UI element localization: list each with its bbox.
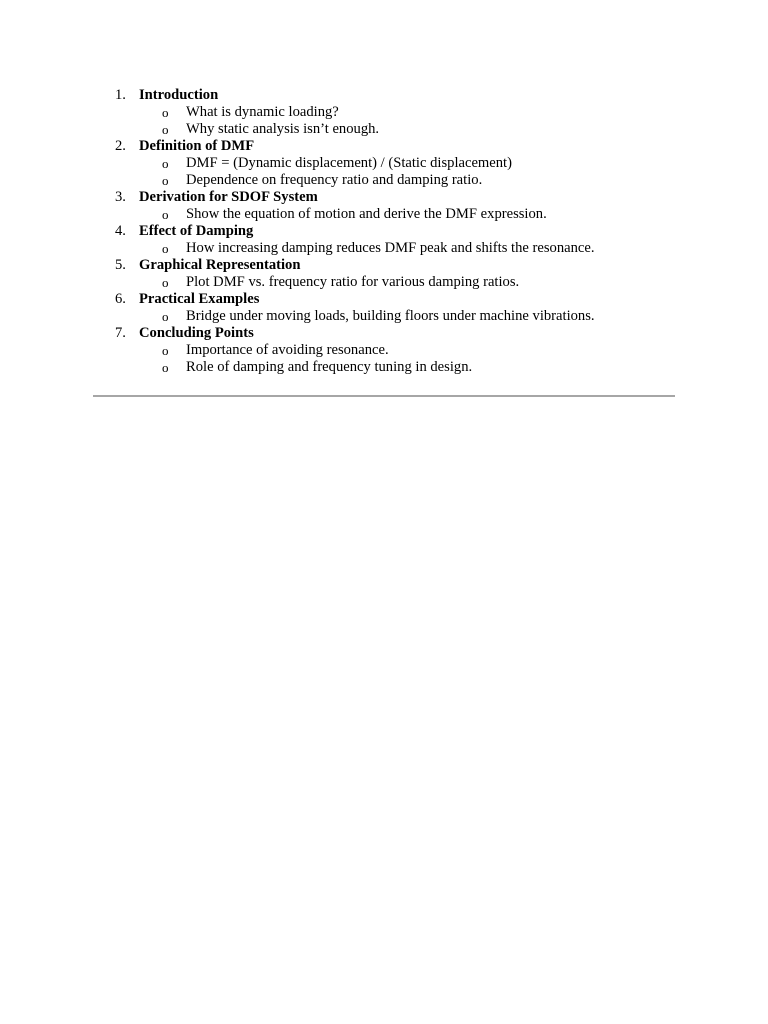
item-number: 7. xyxy=(115,325,126,341)
sub-bullet xyxy=(93,121,673,138)
item-number: 3. xyxy=(115,189,126,205)
sub-bullet xyxy=(93,104,673,121)
sub-bullet xyxy=(93,240,673,257)
outline-item-3 xyxy=(93,189,673,223)
sub-bullet-text: Plot DMF vs. frequency ratio for various damping ratios. xyxy=(186,274,520,290)
bullet-marker: o xyxy=(162,241,169,256)
item-number: 1. xyxy=(115,87,126,103)
outline-item-5 xyxy=(93,257,673,291)
bullet-marker: o xyxy=(162,156,169,171)
bullet-marker: o xyxy=(162,360,169,375)
item-title: Introduction xyxy=(139,87,219,103)
sub-bullet xyxy=(93,172,673,189)
bullet-marker: o xyxy=(162,275,169,290)
item-title: Practical Examples xyxy=(139,291,260,307)
horizontal-rule xyxy=(93,395,675,397)
item-number: 5. xyxy=(115,257,126,273)
bullet-marker: o xyxy=(162,122,169,137)
bullet-marker: o xyxy=(162,309,169,324)
item-title: Concluding Points xyxy=(139,325,254,341)
item-title: Effect of Damping xyxy=(139,223,254,239)
item-number: 2. xyxy=(115,138,126,154)
sub-bullet xyxy=(93,342,673,359)
outline-item-7 xyxy=(93,325,673,376)
item-number: 6. xyxy=(115,291,126,307)
bullet-marker: o xyxy=(162,343,169,358)
sub-bullet xyxy=(93,308,673,325)
sub-bullet-text: Why static analysis isn’t enough. xyxy=(186,121,380,137)
sub-bullet xyxy=(93,359,673,376)
sub-bullet xyxy=(93,274,673,291)
item-title: Graphical Representation xyxy=(139,257,301,273)
sub-bullet-text: Show the equation of motion and derive the DMF expression. xyxy=(186,206,547,222)
outline-item-6 xyxy=(93,291,673,325)
sub-bullet-text: Role of damping and frequency tuning in design. xyxy=(186,359,473,375)
sub-bullet-text: DMF = (Dynamic displacement) / (Static displacement) xyxy=(186,155,512,171)
sub-bullet-text: How increasing damping reduces DMF peak and shifts the resonance. xyxy=(186,240,595,256)
item-title: Definition of DMF xyxy=(139,138,255,154)
sub-bullet-text: What is dynamic loading? xyxy=(186,104,339,120)
item-title: Derivation for SDOF System xyxy=(139,189,318,205)
item-number: 4. xyxy=(115,223,126,239)
sub-bullet xyxy=(93,206,673,223)
outline-item-4 xyxy=(93,223,673,257)
bullet-marker: o xyxy=(162,207,169,222)
sub-bullet-text: Dependence on frequency ratio and damping ratio. xyxy=(186,172,483,188)
outline-item-1 xyxy=(93,87,673,138)
sub-bullet-text: Bridge under moving loads, building floors under machine vibrations. xyxy=(186,308,595,324)
sub-bullet-text: Importance of avoiding resonance. xyxy=(186,342,389,358)
bullet-marker: o xyxy=(162,105,169,120)
sub-bullet xyxy=(93,155,673,172)
outline-item-2 xyxy=(93,138,673,189)
numbered-outline xyxy=(93,87,673,376)
bullet-marker: o xyxy=(162,173,169,188)
